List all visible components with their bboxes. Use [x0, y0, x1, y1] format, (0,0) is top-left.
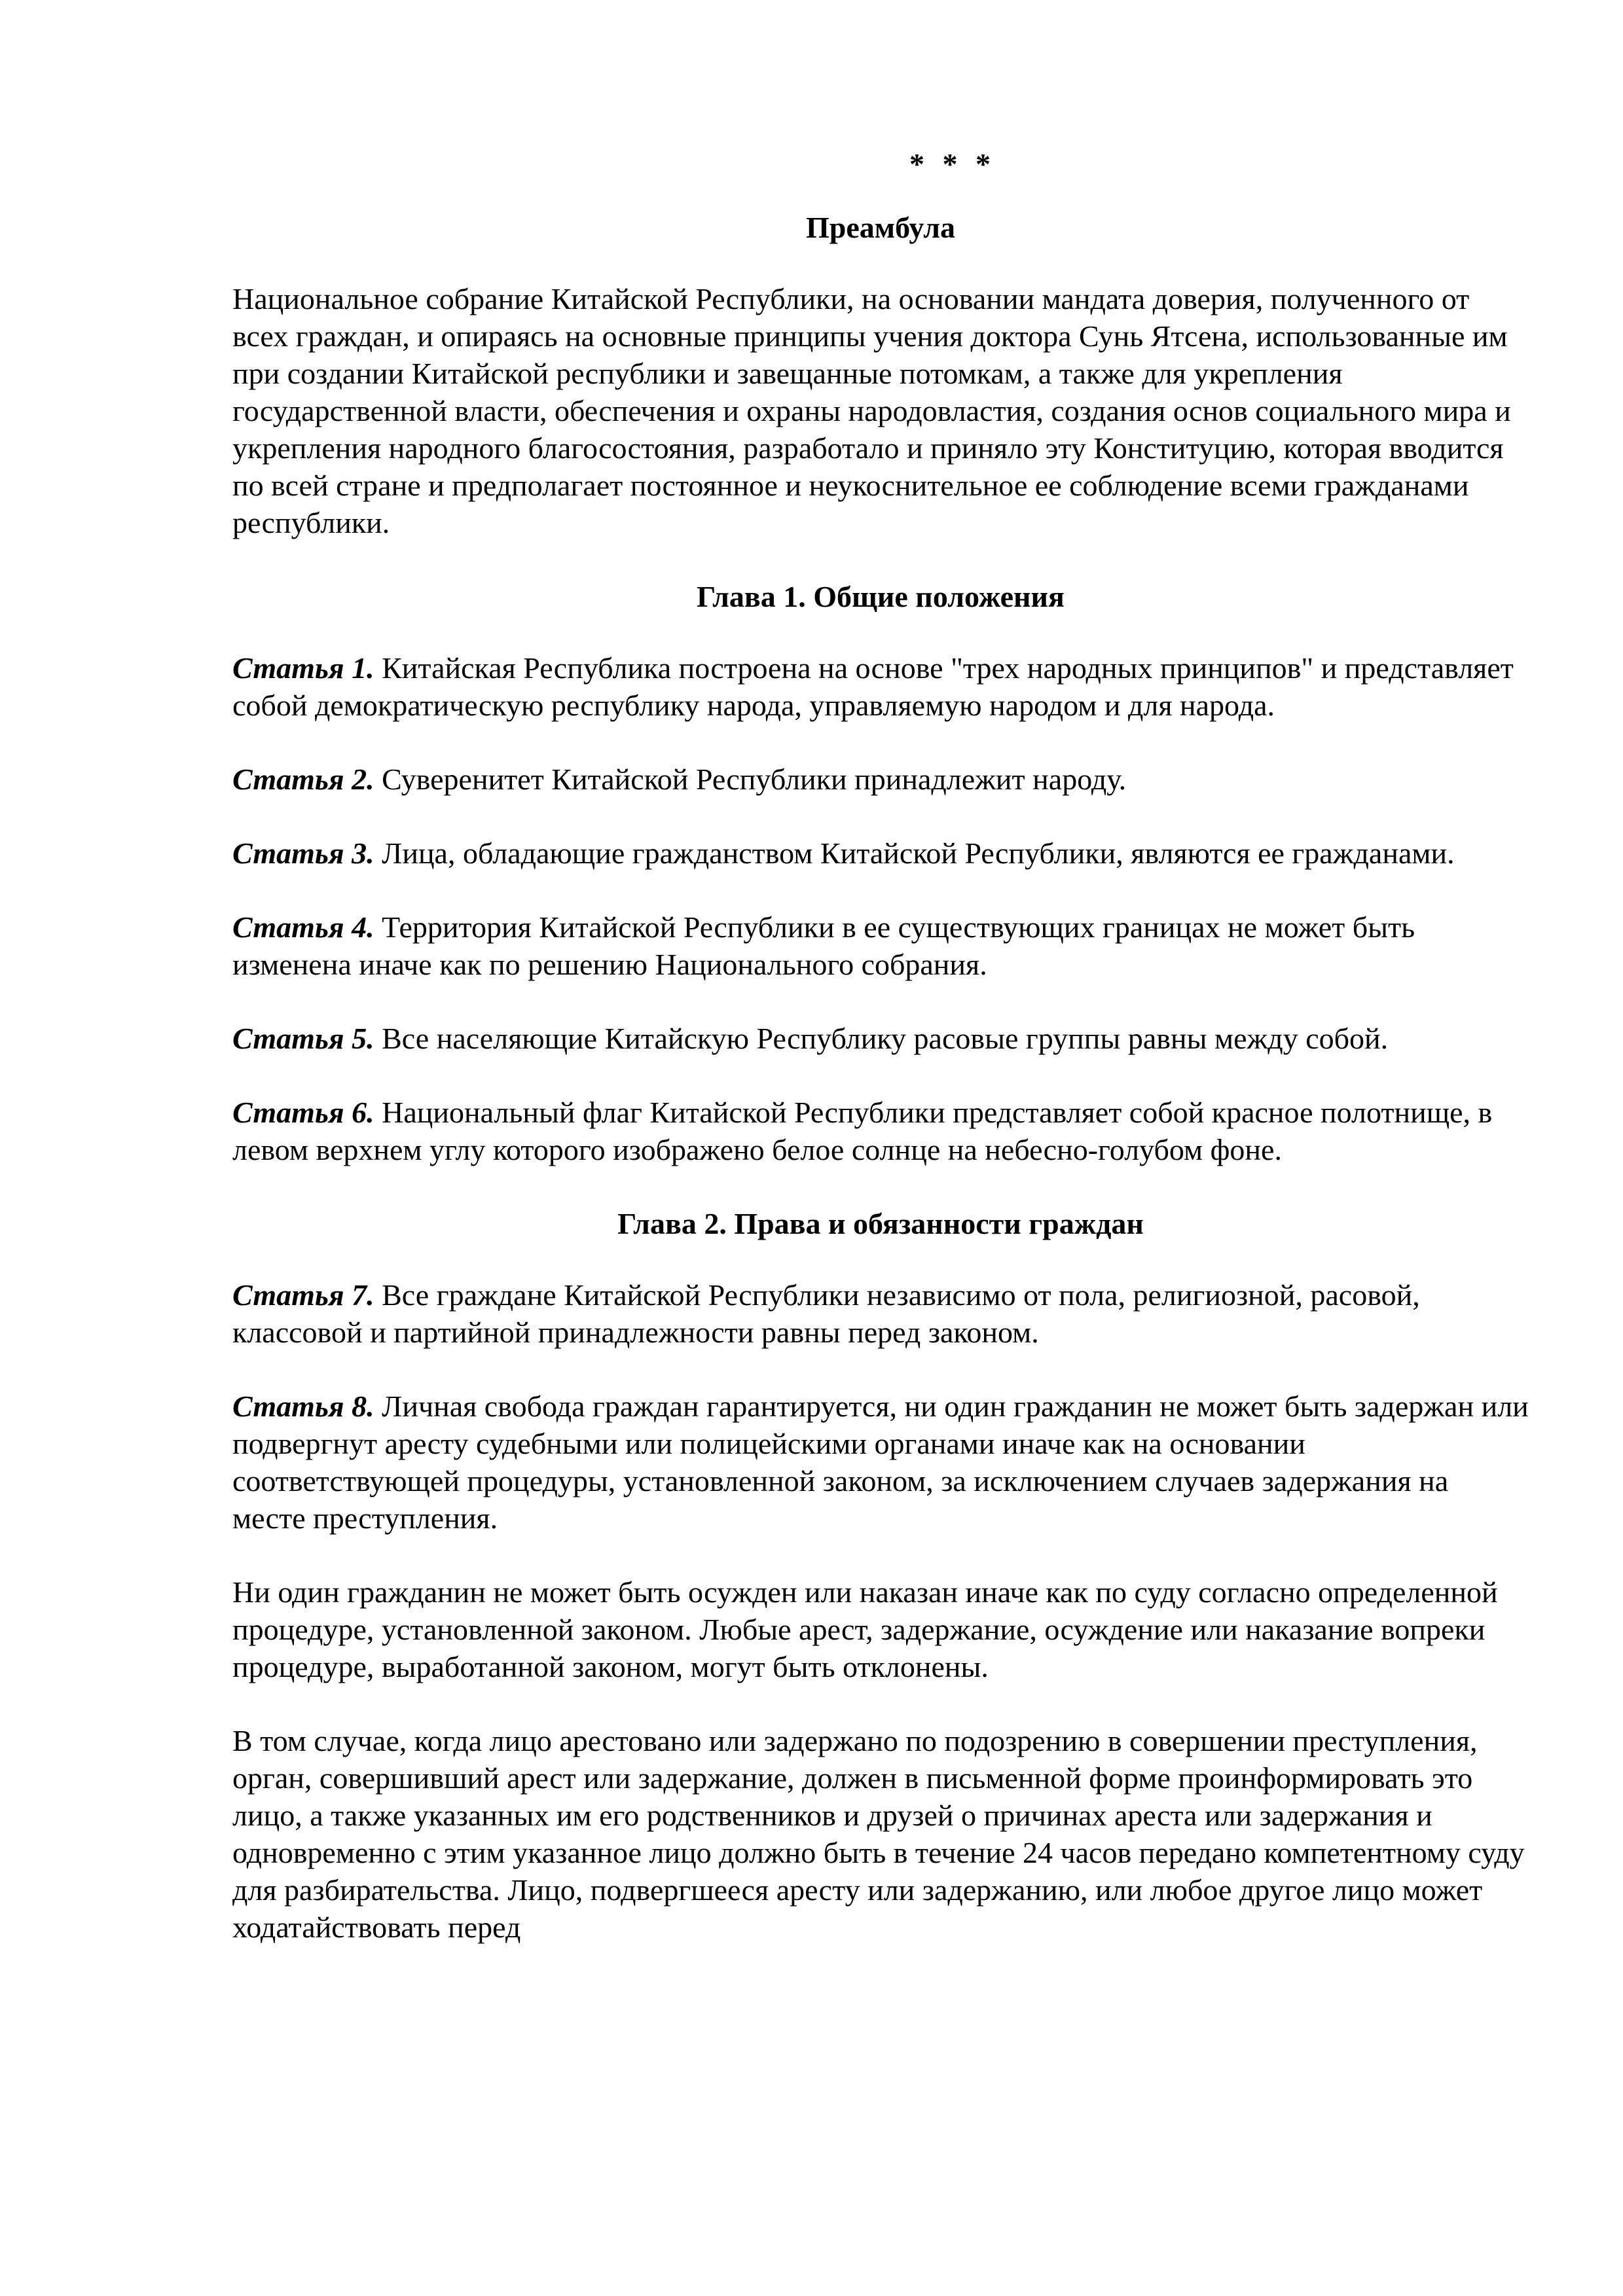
article-3 [232, 834, 1529, 872]
article-8-paragraph-3: В том случае, когда лицо арестовано или задержано по подозрению в совершении преступления, орган, совершивший арест или задержание, должен в письменной форме проинформировать это лицо, а также указанных им его родственников и друзей о причинах ареста или задержания и одновременно с этим указанное лицо должно быть в течение 24 часов передано компетентному суду для разбирательства. Лицо, подвергшееся аресту или задержанию, или любое другое лицо может ходатайствовать перед [232, 1724, 1525, 1944]
article-3-label: Статья 3. [232, 836, 374, 870]
page-content [232, 145, 1529, 1982]
article-6-text: Национальный флаг Китайской Республики представляет собой красное полотнище, в левом верхнем углу которого изображено белое солнце на небесно-голубом фоне. [232, 1096, 1493, 1166]
article-4-label: Статья 4. [232, 910, 374, 944]
article-4 [232, 908, 1529, 983]
article-1-text: Китайская Республика построена на основе "трех народных принципов" и представляет собой демократическую республику народа, управляемую народом и для народа. [232, 651, 1514, 722]
article-5 [232, 1020, 1529, 1057]
article-3-text: Лица, обладающие гражданством Китайской Республики, являются ее гражданами. [374, 836, 1455, 870]
section-separator: * * * [909, 147, 996, 181]
article-2-label: Статья 2. [232, 762, 374, 796]
article-8 [232, 1388, 1529, 1537]
article-7 [232, 1276, 1529, 1351]
article-8-label: Статья 8. [232, 1390, 374, 1423]
article-1-label: Статья 1. [232, 651, 374, 685]
article-2-text: Суверенитет Китайской Республики принадлежит народу. [374, 762, 1127, 796]
article-1 [232, 649, 1529, 724]
article-6 [232, 1094, 1529, 1168]
preamble-title: Преамбула [805, 211, 956, 244]
preamble-text: Национальное собрание Китайской Республики, на основании мандата доверия, полученного от всех граждан, и опираясь на основные принципы учения доктора Сунь Ятсена, использованные им при создании Китайской республики и завещанные потомкам, а также для укрепления государственной власти, обеспечения и охраны народовластия, создания основ социального мира и укрепления народного благосостояния, разработало и приняло эту Конституцию, которая вводится по всей стране и предполагает постоянное и неукоснительное ее соблюдение всеми гражданами республики. [232, 282, 1511, 539]
article-7-text: Все граждане Китайской Республики независимо от пола, религиозной, расовой, классовой и партийной принадлежности равны перед законом. [232, 1278, 1420, 1349]
article-6-label: Статья 6. [232, 1096, 374, 1129]
article-8-paragraph-2: Ни один гражданин не может быть осужден или наказан иначе как по суду согласно определенной процедуре, установленной законом. Любые арест, задержание, осуждение или наказание вопреки процедуре, выработанной законом, могут быть отклонены. [232, 1575, 1498, 1683]
article-8-text: Личная свобода граждан гарантируется, ни один гражданин не может быть задержан или подвергнут аресту судебными или полицейскими органами иначе как на основании соответствующей процедуры, установленной законом, за исключением случаев задержания на месте преступления. [232, 1390, 1529, 1535]
article-5-text: Все населяющие Китайскую Республику расовые группы равны между собой. [374, 1022, 1389, 1055]
chapter-2-title: Глава 2. Права и обязанности граждан [617, 1207, 1144, 1240]
article-5-label: Статья 5. [232, 1022, 374, 1055]
article-7-label: Статья 7. [232, 1278, 374, 1312]
chapter-1-title: Глава 1. Общие положения [697, 580, 1065, 613]
article-4-text: Территория Китайской Республики в ее существующих границах не может быть изменена иначе как по решению Национального собрания. [232, 910, 1415, 981]
article-2 [232, 761, 1529, 798]
